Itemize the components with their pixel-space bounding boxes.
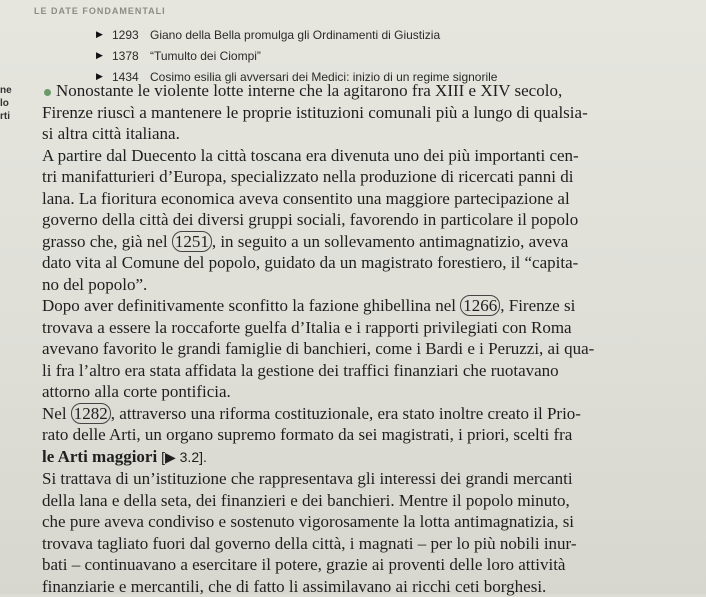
key-dates-list — [96, 24, 497, 87]
text-line — [34, 403, 694, 425]
text-line: attorno alla corte pontificia. — [34, 381, 694, 403]
text-line: trovava a essere la roccaforte guelfa d’Italia e i rapporti privilegiati con Roma — [34, 317, 694, 339]
text-line: Si trattava di un’istituzione che rappresentava gli interessi dei grandi mercanti — [34, 468, 694, 490]
margin-word: ne — [0, 84, 12, 97]
text-line: si altra città italiana. — [34, 123, 694, 145]
text-line: lana. La fioritura economica aveva consentito una maggiore partecipazione al — [34, 188, 694, 210]
date-text: Cosimo esilia gli avversari dei Medici: inizio di un regime signorile — [150, 70, 497, 84]
text-line: della lana e della seta, dei finanzieri e dei banchieri. Mentre il popolo minuto, — [34, 490, 694, 512]
text-fragment: Nel — [42, 404, 71, 423]
paragraph-intro — [34, 80, 694, 145]
paragraph-priorato — [34, 403, 694, 469]
text-line: tri manifatturieri d’Europa, specializzato nella produzione di ricercati panni di — [34, 166, 694, 188]
circled-date: 1282 — [71, 403, 111, 424]
date-year: 1293 — [112, 28, 150, 42]
triangle-bullet-icon: ▶ — [96, 50, 112, 61]
text-line — [34, 231, 694, 253]
date-year: 1378 — [112, 49, 150, 63]
text-fragment: , Firenze si — [500, 296, 575, 315]
text-line: bati – continuavano a esercitare il potere, grazie ai proventi delle loro attività — [34, 554, 694, 576]
paragraph-economy — [34, 145, 694, 296]
text-line: trovava tagliato fuori dal governo della città, i magnati – per lo più nobili inur- — [34, 533, 694, 555]
triangle-bullet-icon: ▶ — [96, 29, 112, 40]
date-item — [96, 45, 497, 66]
cross-reference: [▶ 3.2]. — [157, 449, 207, 465]
text-line: Firenze riuscì a mantenere le proprie istituzioni comunali più a lungo di qualsia- — [34, 102, 694, 124]
text-line — [34, 295, 694, 317]
text-line: no del popolo”. — [34, 274, 694, 296]
margin-cut-text — [0, 84, 12, 123]
text-line: dato vita al Comune del popolo, guidato da un magistrato forestiero, il “capita- — [34, 252, 694, 274]
text-line: rato delle Arti, un organo supremo formato da sei magistrati, i priori, scelti fra — [34, 424, 694, 446]
circled-date: 1251 — [172, 231, 212, 252]
circled-date: 1266 — [460, 295, 500, 316]
date-item — [96, 24, 497, 45]
text-fragment: , attraverso una riforma costituzionale, era stato inoltre creato il Prio- — [111, 404, 581, 423]
text-line: che pure aveva condiviso e sostenuto vigorosamente la lotta antimagnatizia, si — [34, 511, 694, 533]
text-line: A partire dal Duecento la città toscana era divenuta uno dei più importanti cen- — [34, 145, 694, 167]
text-fragment: grasso che, già nel — [42, 232, 172, 251]
paragraph-guelph — [34, 295, 694, 403]
section-header: LE DATE FONDAMENTALI — [34, 6, 166, 16]
text-line: avevano favorito le grandi famiglie di banchieri, come i Bardi e i Peruzzi, ai qua- — [34, 338, 694, 360]
text-fragment: Dopo aver definitivamente sconfitto la fazione ghibellina nel — [42, 296, 460, 315]
date-text: “Tumulto dei Ciompi” — [150, 49, 261, 63]
paragraph-institution — [34, 468, 694, 597]
date-text: Giano della Bella promulga gli Ordinamenti di Giustizia — [150, 28, 440, 42]
margin-word: lo — [0, 97, 12, 110]
key-term: le Arti maggiori — [42, 447, 157, 466]
triangle-bullet-icon: ▶ — [96, 71, 112, 82]
text-line: li fra l’altro era stata affidata la gestione dei traffici finanziari che ruotavano — [34, 360, 694, 382]
margin-word: rti — [0, 110, 12, 123]
text-line: finanziarie e mercantili, che di fatto li assimilavano ai ricchi ceti borghesi. — [34, 576, 694, 597]
text-fragment: , in seguito a un sollevamento antimagnatizio, aveva — [212, 232, 568, 251]
text-line: Nonostante le violente lotte interne che la agitarono fra XIII e XIV secolo, — [34, 80, 694, 102]
text-line — [34, 446, 694, 469]
text-line: governo della città dei diversi gruppi sociali, favorendo in particolare il popolo — [34, 209, 694, 231]
main-text — [34, 80, 694, 597]
date-year: 1434 — [112, 70, 150, 84]
